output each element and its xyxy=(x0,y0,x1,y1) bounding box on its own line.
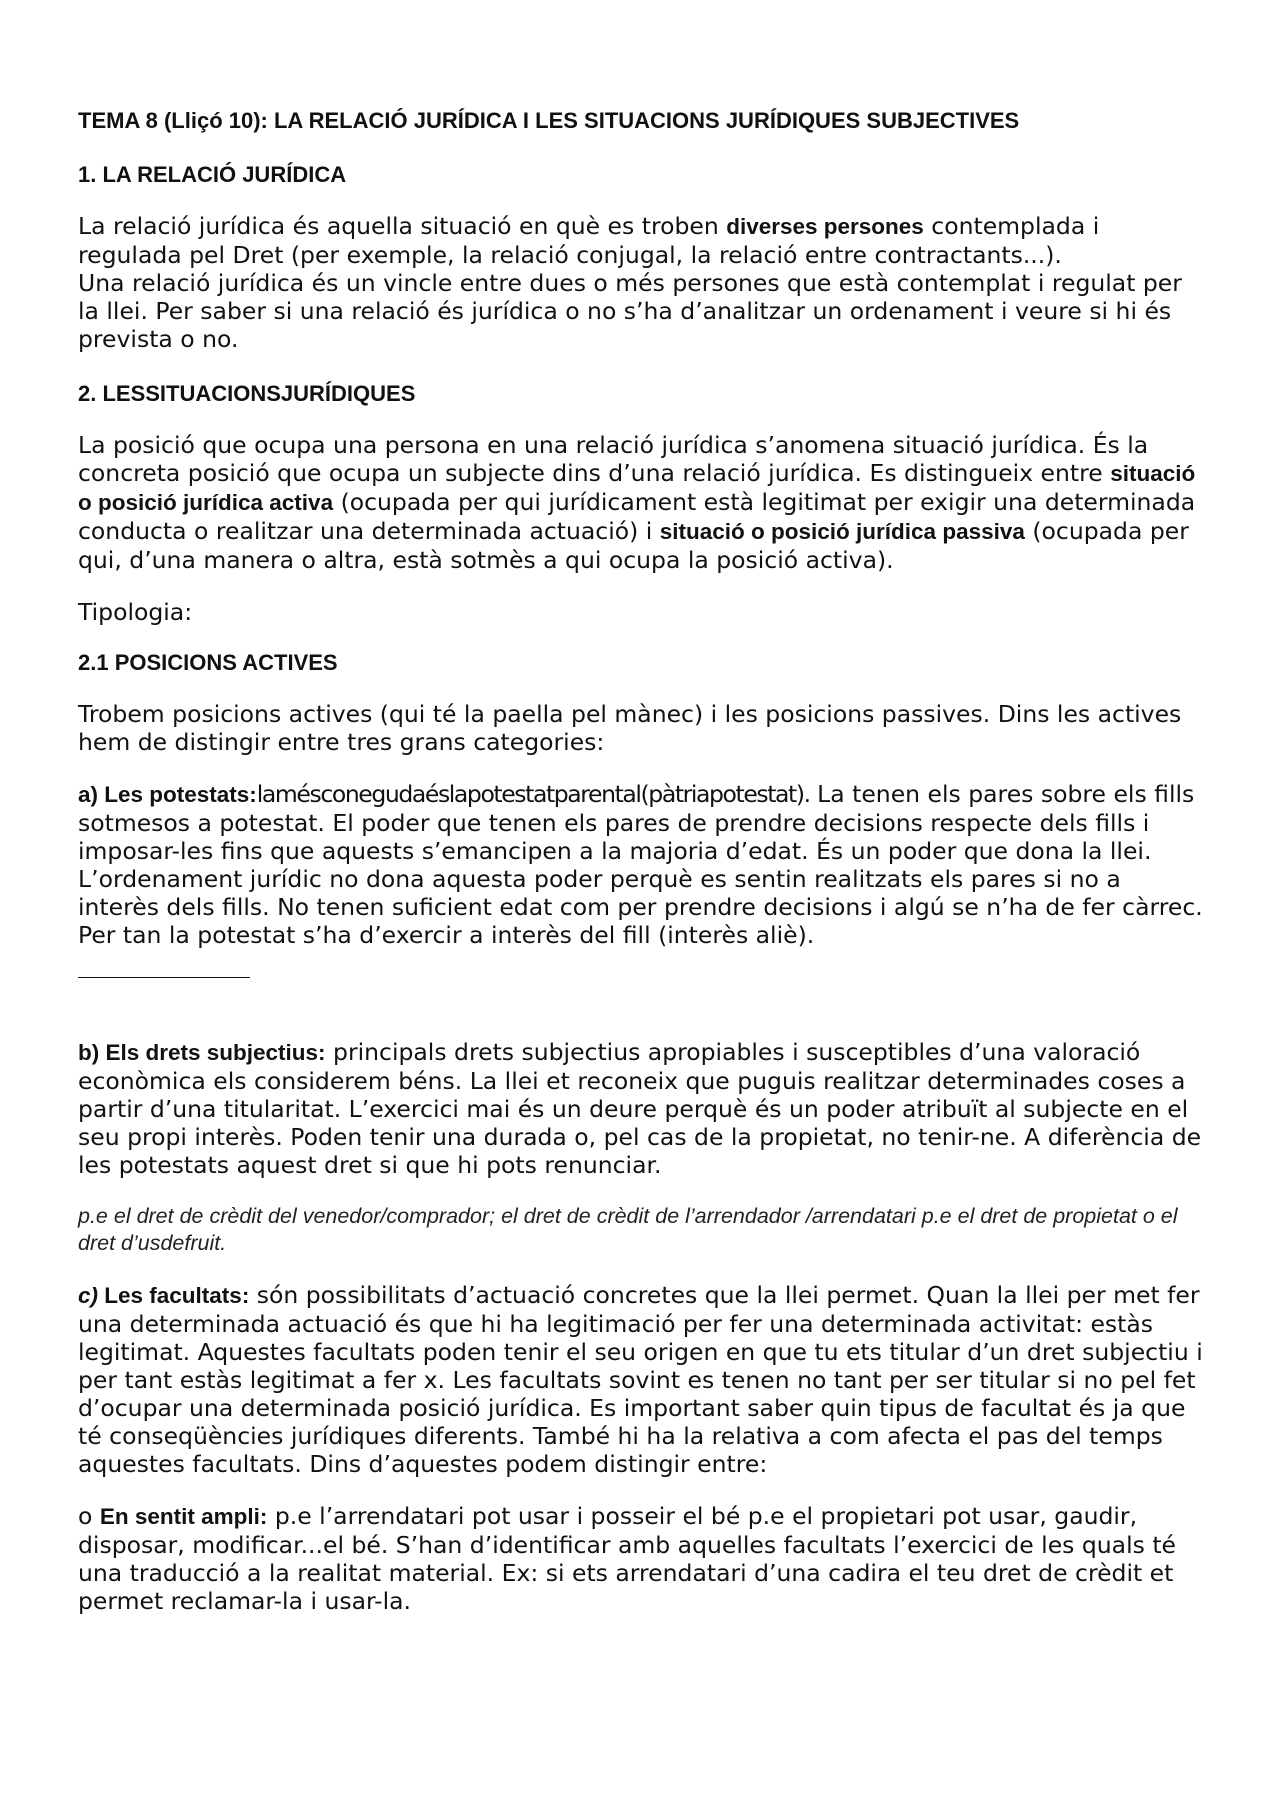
drets-subjectius-example: p.e el dret de crèdit del venedor/comprador; el dret de crèdit de l’arrendador /arrendatari p.e el dret de propietat o el dret d’usdefruit. xyxy=(78,1204,1178,1255)
section-1-heading: 1. LA RELACIÓ JURÍDICA xyxy=(78,162,347,187)
section-2-heading: 2. LESSITUACIONSJURÍDIQUES xyxy=(78,381,416,406)
actives-intro: Trobem posicions actives (qui té la paella pel mànec) i les posicions passives. Dins les actives hem de distingir entre tres grans categories: xyxy=(78,700,1182,756)
text-run: p.e l’arrendatari pot usar i posseir el bé p.e el propietari pot usar, gaudir, disposar, modificar...el bé. S’han d’identificar amb aquelles facultats l’exercici de les quals té una traducció a la realitat material. Ex: si ets arrendatari d’una cadira el teu dret de crèdit et permet reclamar-la i usar-la. xyxy=(78,1502,1176,1615)
text-run: La relació jurídica és aquella situació en què es troben xyxy=(78,212,727,240)
bold-run: a) Les potestats: xyxy=(78,782,257,807)
text-run: principals drets subjectius apropiables i susceptibles d’una valoració econòmica els considerem béns. La llei et reconeix que puguis realitzar determinades coses a partir d’una titularitat. L’exercici mai és un deure perquè és un poder atribuït al subjecte en el seu propi interès. Poden tenir una durada o, pel cas de la propietat, no tenir-ne. A diferència de les potestats aquest dret si que hi pots renunciar. xyxy=(78,1038,1202,1179)
text-run: La posició que ocupa una persona en una relació jurídica s’anomena situació jurídica. És la concreta posició que ocupa un subjecte dins d’una relació jurídica. Es distingueix entre xyxy=(78,431,1149,487)
section-1-paragraph-1 xyxy=(78,212,1208,269)
bold-run: Les facultats: xyxy=(98,1283,250,1308)
drets-subjectius-paragraph xyxy=(78,1038,1208,1179)
section-2-paragraph xyxy=(78,431,1208,574)
text-run: (ocupada per qui jurídicament està legitimat per exigir una determinada conducta o realitzar una determinada actuació) i xyxy=(78,488,1196,545)
bold-italic-run: c) xyxy=(78,1283,99,1308)
bold-run: b) Els drets subjectius: xyxy=(78,1040,326,1065)
text-run: contemplada i regulada pel Dret (per exemple, la relació conjugal, la relació entre contractants...). xyxy=(78,212,1100,269)
text-run: La tenen els pares sobre els fills sotmesos a potestat. El poder que tenen els pares de prendre decisions respecte dels fills i imposar-les fins que aquests s’emancipen a la majoria d’edat. És un poder que dona la llei. L’ordenament jurídic no dona aquesta poder perquè es sentin realitzats els pares si no a interès dels fills. No tenen suficient edat com per prendre decisions i algú se n’ha de fer càrrec. Per tan la potestat s’ha d’exercir a interès del fill (interès aliè). xyxy=(78,780,1203,949)
bold-run: situació o posició jurídica passiva xyxy=(659,519,1025,544)
document-title: TEMA 8 (Lliçó 10): LA RELACIÓ JURÍDICA I LES SITUACIONS JURÍDIQUES SUBJECTIVES xyxy=(78,108,1020,133)
document-page xyxy=(78,108,1208,1615)
section-2-1-heading: 2.1 POSICIONS ACTIVES xyxy=(78,650,338,675)
bold-run: situació o posició jurídica activa xyxy=(78,461,1196,515)
text-run: són possibilitats d’actuació concretes que la llei permet. Quan la llei per met fer una determinada actuació és que hi ha legitimació per fer una determinada activitat: estàs legitimat. Aquestes facultats poden tenir el seu origen en que tu ets titular d’un dret subjectiu i per tant estàs legitimat a fer x. Les facultats sovint es tenen no tant per ser titular si no pel fet d’ocupar una determinada posició jurídica. Es important saber quin tipus de facultat és ja que té conseqüències jurídiques diferents. També hi ha la relativa a com afecta el pas del temps aquestes facultats. Dins d’aquestes podem distingir entre: xyxy=(78,1281,1203,1478)
facultats-paragraph xyxy=(78,1281,1208,1478)
sentit-ampli-paragraph xyxy=(78,1502,1208,1615)
potestats-paragraph xyxy=(78,780,1208,949)
bullet-marker: o xyxy=(78,1502,100,1530)
text-run: lamésconegudaéslapotestatparental(pàtriapotestat). xyxy=(256,780,810,808)
text-run: (ocupada per qui, d’una manera o altra, està sotmès a qui ocupa la posició activa). xyxy=(78,517,1189,574)
section-1-paragraph-2: Una relació jurídica és un vincle entre dues o més persones que està contemplat i regulat per la llei. Per saber si una relació és jurídica o no s’ha d’analitzar un ordenament i veure si hi és prevista o no. xyxy=(78,269,1182,353)
bold-run: diverses persones xyxy=(726,214,924,239)
footnote-separator xyxy=(78,977,250,978)
bold-run: En sentit ampli: xyxy=(99,1504,268,1529)
tipologia-label: Tipologia: xyxy=(78,598,193,626)
